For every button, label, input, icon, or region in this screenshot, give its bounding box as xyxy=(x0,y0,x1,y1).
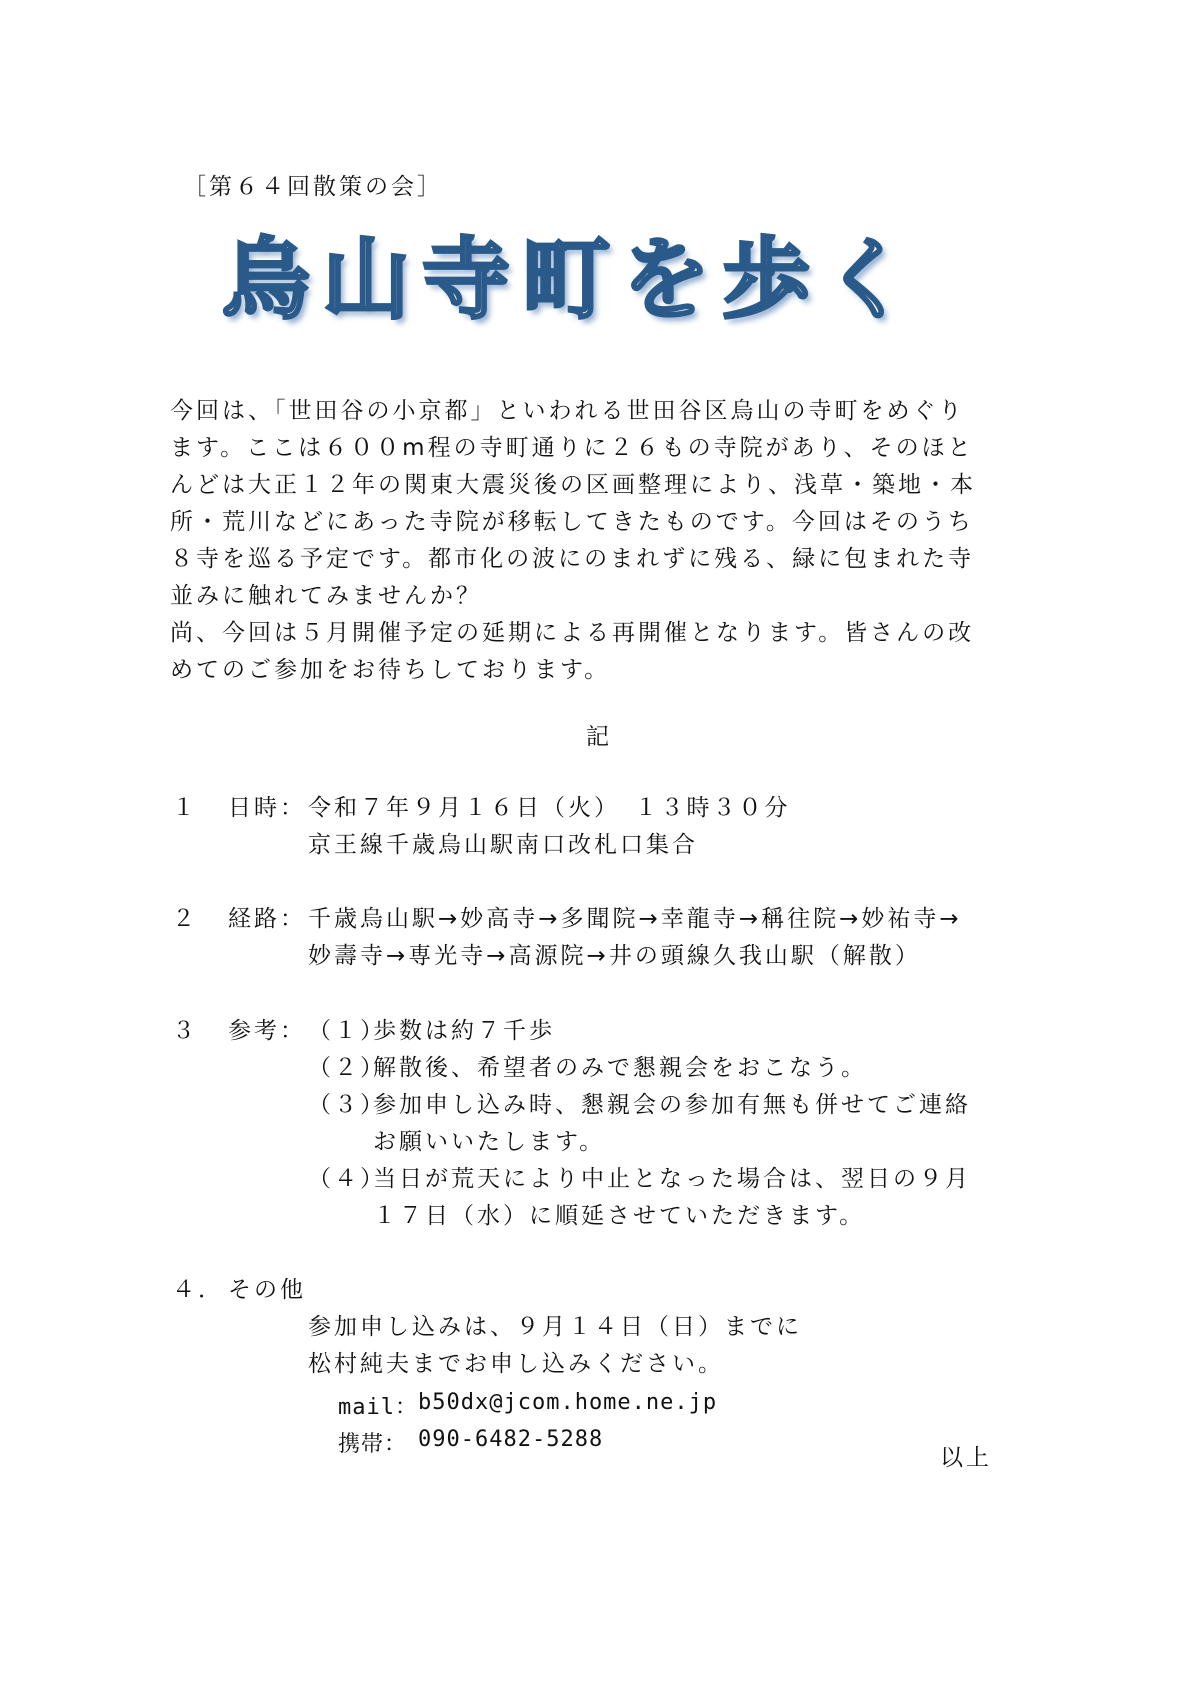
note-line: 歩数は約７千歩 xyxy=(373,1018,555,1044)
note-line: 当日が荒天により中止となった場合は、翌日の９月 xyxy=(373,1166,971,1192)
phone-label: 携帯： xyxy=(338,1432,408,1457)
item-label: 参考： xyxy=(228,1018,306,1044)
event-series-label: ［第６４回散策の会］ xyxy=(183,174,443,200)
item-number: １ xyxy=(172,795,198,821)
item-label: 経路： xyxy=(228,906,306,932)
intro-line: 尚、今回は５月開催予定の延期による再開催となります。皆さんの改 xyxy=(170,620,975,646)
note-line: 解散後、希望者のみで懇親会をおこなう。 xyxy=(373,1055,867,1081)
mail-address: b50dx@jcom.home.ne.jp xyxy=(418,1390,718,1415)
item-label: 日時： xyxy=(228,795,306,821)
item-line: 松村純夫までお申し込みください。 xyxy=(308,1351,724,1377)
ki-heading: 記 xyxy=(586,724,612,750)
intro-line: めてのご参加をお待ちしております。 xyxy=(170,657,611,683)
intro-line: ます。ここは６００m程の寺町通りに２６もの寺院があり、そのほと xyxy=(170,435,974,461)
mail-label: mail： xyxy=(338,1395,418,1420)
note-number: （３） xyxy=(308,1092,386,1118)
note-line: １７日（水）に順延させていただきます。 xyxy=(373,1203,866,1229)
note-line: 参加申し込み時、懇親会の参加有無も併せてご連絡 xyxy=(373,1092,971,1118)
intro-line: 今回は、「世田谷の小京都」といわれる世田谷区烏山の寺町をめぐり xyxy=(170,398,965,424)
item-number: ２ xyxy=(172,906,198,932)
item-line: 京王線千歳烏山駅南口改札口集合 xyxy=(308,832,698,858)
item-line: 参加申し込みは、９月１４日（日）までに xyxy=(308,1314,802,1340)
item-line: 令和７年９月１６日（火） １３時３０分 xyxy=(308,795,791,821)
page-title: 烏山寺町を歩く xyxy=(222,228,923,331)
item-line: 千歳烏山駅→妙高寺→多聞院→幸龍寺→稱往院→妙祐寺→ xyxy=(308,906,962,932)
item-label: その他 xyxy=(228,1277,306,1303)
item-number: ４． xyxy=(172,1277,224,1303)
item-line: 妙壽寺→専光寺→高源院→井の頭線久我山駅（解散） xyxy=(308,943,921,969)
phone-number: 090-6482-5288 xyxy=(418,1427,604,1452)
note-number: （４） xyxy=(308,1166,386,1192)
intro-line: 所・荒川などにあった寺院が移転してきたものです。今回はそのうち xyxy=(170,509,974,535)
intro-line: 並みに触れてみませんか？ xyxy=(170,583,482,609)
note-number: （２） xyxy=(308,1055,386,1081)
intro-line: ８寺を巡る予定です。都市化の波にのまれずに残る、緑に包まれた寺 xyxy=(170,546,975,572)
item-number: ３ xyxy=(172,1018,198,1044)
closing-mark: 以上 xyxy=(940,1445,992,1471)
note-line: お願いいたします。 xyxy=(373,1129,606,1155)
note-number: （１） xyxy=(308,1018,386,1044)
intro-line: んどは大正１２年の関東大震災後の区画整理により、浅草・築地・本 xyxy=(170,472,976,498)
